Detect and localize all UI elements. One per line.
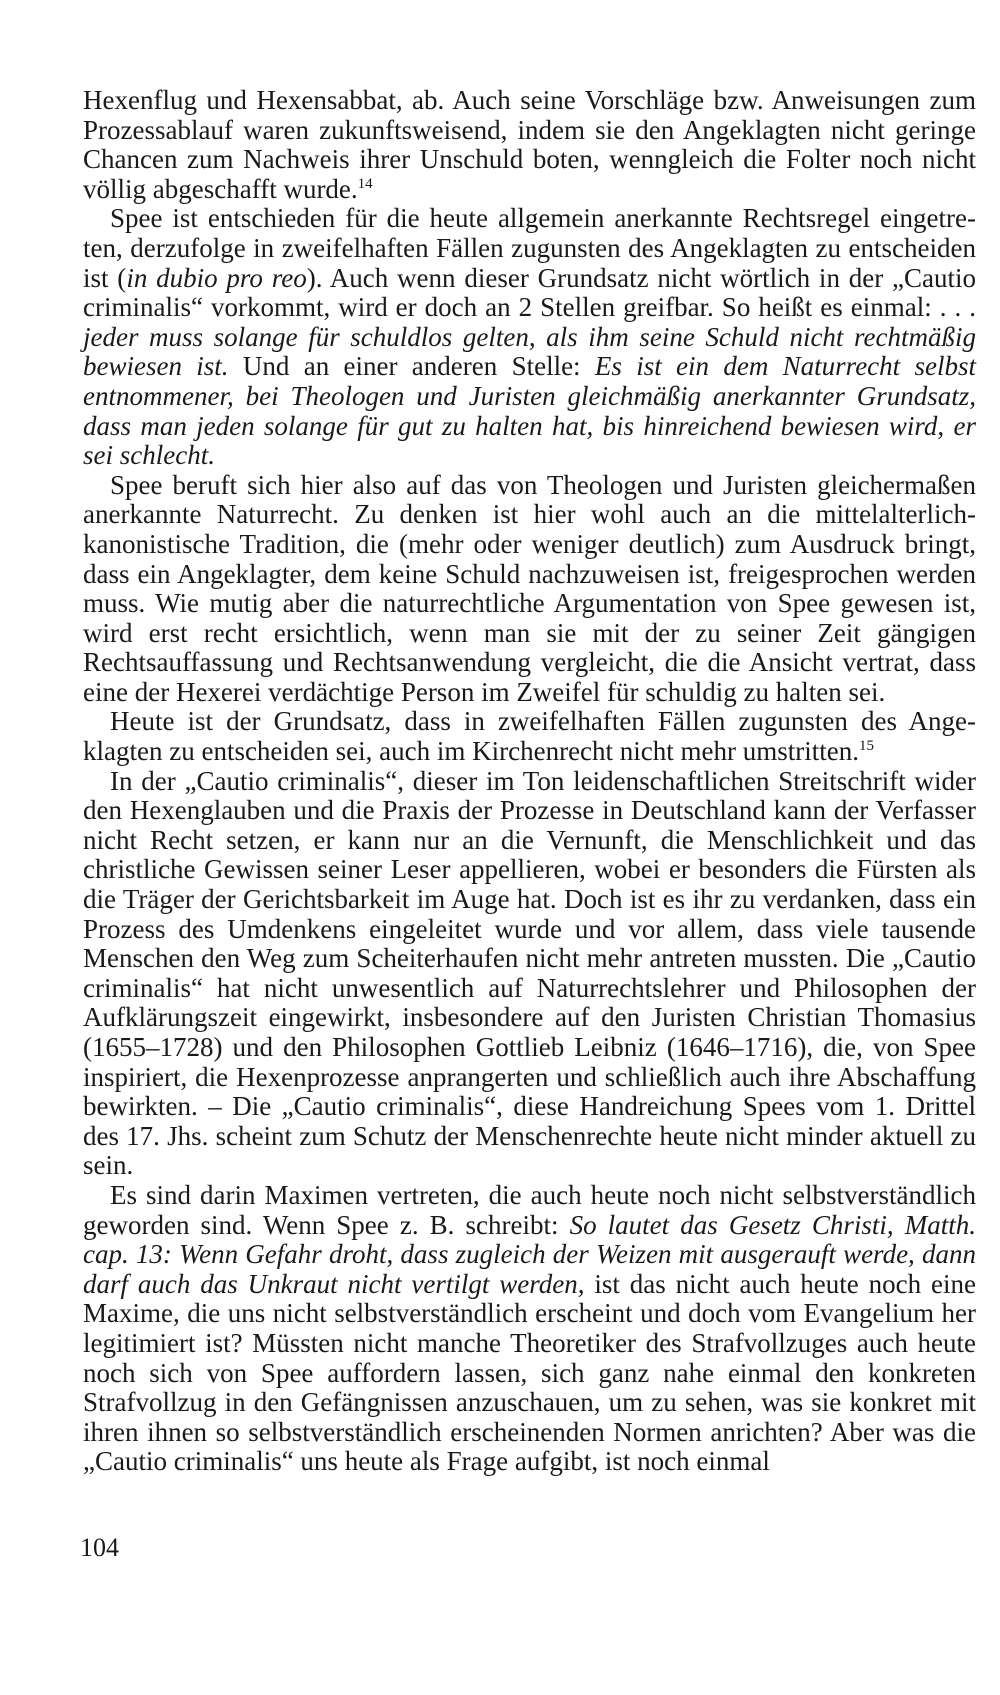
paragraph-2-italic-quote-1: jeder muss solange für schuldlos gelten, als ihm seine Schuld nicht rechtmäßig bewiesen ist. xyxy=(83,321,976,382)
footnote-ref-15: 15 xyxy=(859,738,874,755)
paragraph-2-italic-quote-2: Es ist ein dem Naturrecht selbst entnommener, bei Theologen und Juristen gleichmäßig anerkannter Grundsatz, dass man jeden solange für gut zu halten hat, bis hinreichend bewiesen wird, er sei schlecht. xyxy=(83,351,976,471)
paragraph-3-text: Spee beruft sich hier also auf das von Theologen und Juristen gleichermaßen anerkannte Naturrecht. Zu denken ist hier wohl auch an die mittelalterlich-kanonistische Tradition, die (mehr oder weniger deutlich) zum Ausdruck bringt, dass ein Angeklagter, dem keine Schuld nachzuweisen ist, freigesprochen werden muss. Wie mutig aber die naturrechtliche Argumentation von Spee gewesen ist, wird erst recht ersichtlich, wenn man sie mit der zu seiner Zeit gängigen Rechtsauffassung und Rechtsanwendung vergleicht, die die Ansicht vertrat, dass eine der Hexerei verdächtige Person im Zweifel für schuldig zu halten sei. xyxy=(83,469,976,707)
paragraph-2-text-a: Spee ist entschieden für die heute allgemein anerkannte Rechtsregel eingetreten, derzufolge in zweifelhaften Fällen zugunsten des Angeklagten zu entscheiden ist ( xyxy=(83,203,976,293)
paragraph-6-text-c: ist das nicht auch heute noch eine Maxime, die uns nicht selbstverständlich erscheint und doch vom Evangelium her legitimiert ist? Müssten nicht manche Theoretiker des Strafvollzuges auch heute noch sich von Spee auffordern lassen, sich ganz nahe einmal den konkreten Strafvollzug in den Gefängnissen anzuschauen, um zu sehen, was sie konkret mit ihren ihnen so selbstverständlich erscheinenden Normen anrichten? Aber was die „Cautio criminalis“ uns heute als Frage aufgibt, ist noch einmal xyxy=(83,1268,976,1477)
paragraph-2 xyxy=(83,204,976,470)
paragraph-2-text-e: Und an einer anderen Stelle: xyxy=(228,351,595,382)
paragraph-2-italic-in-dubio: in dubio pro reo xyxy=(126,262,307,293)
paragraph-4-text: Heute ist der Grundsatz, dass in zweifelhaften Fällen zugunsten des Angeklagten zu entscheiden sei, auch im Kirchenrecht nicht mehr umstritten. xyxy=(83,706,976,767)
paragraph-4 xyxy=(83,707,976,766)
footnote-ref-14: 14 xyxy=(357,175,373,192)
paragraph-5 xyxy=(83,767,976,1181)
paragraph-2-text-c: ). Auch wenn dieser Grundsatz nicht wörtlich in der „Cautio criminalis“ vorkommt, wird er doch an 2 Stellen greifbar. So heißt es einmal: . . . xyxy=(83,262,976,323)
page-body xyxy=(83,86,976,1477)
page-number: 104 xyxy=(80,1533,119,1562)
paragraph-5-text: In der „Cautio criminalis“, dieser im Ton leidenschaftlichen Streitschrift wider den Hexenglauben und die Praxis der Prozesse in Deutschland kann der Verfasser nicht Recht setzen, er kann nur an die Vernunft, die Menschlichkeit und das christliche Gewissen seiner Leser appellieren, wobei er besonders die Fürsten als die Träger der Gerichtsbarkeit im Auge hat. Doch ist es ihr zu verdanken, dass ein Prozess des Umdenkens eingeleitet wurde und vor allem, dass viele tausende Menschen den Weg zum Scheiterhaufen nicht mehr antreten mussten. Die „Cautio criminalis“ hat nicht unwesentlich auf Naturrechtslehrer und Philosophen der Aufklärungszeit eingewirkt, insbesondere auf den Juristen Christian Thomasius (1655–1728) und den Philosophen Gottlieb Leibniz (1646–1716), die, von Spee inspiriert, die Hexenprozesse anprangerten und schließlich auch ihre Abschaffung bewirkten. – Die „Cautio criminalis“, diese Handreichung Spees vom 1. Drittel des 17. Jhs. scheint zum Schutz der Menschenrechte heute nicht minder aktuell zu sein. xyxy=(83,765,976,1181)
paragraph-6-text-a: Es sind darin Maximen vertreten, die auch heute noch nicht selbstverständlich geworden sind. Wenn Spee z. B. schreibt: xyxy=(83,1179,976,1240)
paragraph-6 xyxy=(83,1181,976,1477)
paragraph-6-italic-quote: So lautet das Gesetz Christi, Matth. cap. 13: Wenn Gefahr droht, dass zugleich der Weizen mit ausgerauft werde, dann darf auch das Unkraut nicht vertilgt werden, xyxy=(83,1209,977,1299)
paragraph-3 xyxy=(83,471,976,708)
paragraph-1 xyxy=(83,86,976,204)
paragraph-1-text: Hexenflug und Hexensabbat, ab. Auch seine Vorschläge bzw. Anweisungen zum Prozessablauf waren zukunftsweisend, indem sie den Angeklagten nicht geringe Chancen zum Nachweis ihrer Unschuld boten, wenngleich die Folter noch nicht völlig abgeschafft wurde. xyxy=(83,85,976,204)
